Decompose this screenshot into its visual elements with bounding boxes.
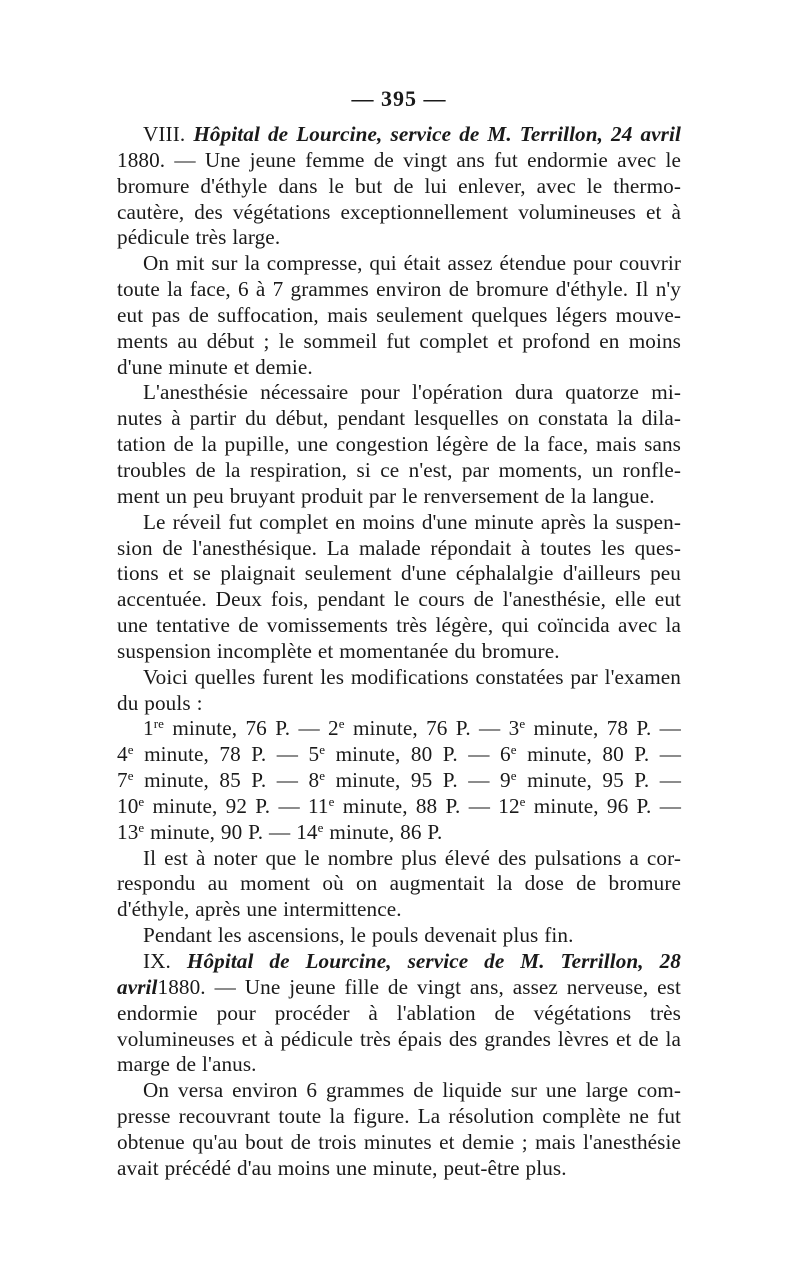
pulse-entry — [296, 820, 442, 844]
pulse-minute-suffix: e — [127, 742, 134, 758]
pulse-minute-number: 10 — [117, 793, 139, 818]
pulse-list — [117, 716, 681, 845]
pulse-value: minute, 80 P. — [325, 742, 458, 767]
paragraph-liquid: On versa environ 6 grammes de liquide sur une large com-presse recouvrant toute la figure. La résolution complète ne fut obtenue qu'au bout de trois minutes et demie ; mais l'anesthésie avait précédé d'au moins une minute, peut-être plus. — [117, 1078, 681, 1180]
pulse-minute-number: 2 — [328, 716, 339, 741]
case-text: — Une jeune fille de vingt ans, assez nerveuse, est endormie pour procéder à l'ablation de végétations très volumineuses et à pédicule très épais des grandes lèvres et de la marge de l'anus. — [117, 974, 681, 1077]
pulse-minute-suffix: e — [127, 768, 134, 784]
pulse-minute-number: 12 — [498, 793, 520, 818]
case-numeral: VIII. — [143, 122, 186, 146]
pulse-minute-number: 11 — [308, 793, 329, 818]
pulse-minute-number: 1 — [143, 716, 154, 741]
pulse-entry — [117, 742, 266, 766]
pulse-value: minute, 85 P. — [133, 768, 267, 793]
pulse-entry — [500, 768, 649, 792]
pulse-minute-suffix: e — [317, 819, 324, 835]
case-source: Hôpital de Lourcine, service de M. Terrillon, 24 avril — [193, 122, 681, 146]
paragraph-pulse-intro: Voici quelles furent les modifications constatées par l'examen du pouls : — [117, 664, 681, 715]
paragraph-case-viii — [117, 122, 681, 251]
pulse-value: minute, 92 P. — [144, 793, 271, 818]
pulse-minute-number: 13 — [117, 819, 139, 844]
pulse-value: minute, 95 P. — [516, 768, 650, 793]
paragraph-anesthesia: L'anesthésie nécessaire pour l'opération dura quatorze mi-nutes à partir du début, pendant lesquelles on constata la dila-tation de la pupille, une congestion légère de la face, mais sans troubles de la respiration, si ce n'est, par moments, un ronfle-ment un peu bruyant produit par le renversement de la langue. — [117, 380, 681, 508]
paragraph-ascensions: Pendant les ascensions, le pouls devenait plus fin. — [143, 923, 574, 948]
pulse-entry — [117, 820, 263, 844]
pulse-minute-number: 14 — [296, 819, 318, 844]
case-numeral: IX. — [143, 949, 171, 973]
pulse-entry — [328, 716, 471, 740]
pulse-minute-suffix: e — [519, 793, 526, 809]
pulse-entry — [308, 794, 460, 818]
pulse-separator: — — [460, 793, 499, 818]
pulse-entry — [117, 794, 270, 818]
paragraph-awakening: Le réveil fut complet en moins d'une minute après la suspen-sion de l'anesthésique. La malade répondait à toutes les ques-tions et se plaignait seulement d'une céphalalgie d'ailleurs peu accentuée. Deux fois, pendant le cours de l'anesthésie, elle eut une tentative de vomissements très légère, qui coïncida avec la suspension incomplète et momentanée du bromure. — [117, 509, 681, 663]
pulse-separator: — — [651, 716, 681, 741]
paragraph-note: Il est à noter que le nombre plus élevé des pulsations a cor-respondu au moment où on augmentait la dose de bromure d'éthyle, après une intermittence. — [117, 845, 681, 922]
pulse-separator: — — [457, 742, 500, 767]
book-page — [117, 82, 681, 1182]
pulse-value: minute, 86 P. — [323, 819, 443, 844]
pulse-entry — [143, 716, 290, 740]
page-number: — 395 — — [351, 86, 447, 111]
pulse-minute-suffix: e — [510, 742, 517, 758]
pulse-minute-number: 5 — [308, 742, 320, 767]
pulse-minute-suffix: e — [319, 742, 326, 758]
pulse-entry — [500, 742, 649, 766]
pulse-value: minute, 76 P. — [344, 716, 471, 741]
pulse-value: minute, 78 P. — [133, 742, 267, 767]
pulse-value: minute, 88 P. — [334, 793, 461, 818]
pulse-separator: — — [266, 742, 309, 767]
pulse-separator: — — [457, 768, 500, 793]
case-year: 1880. — [157, 974, 206, 999]
pulse-value: minute, 80 P. — [516, 742, 650, 767]
pulse-value: minute, 78 P. — [525, 716, 652, 741]
pulse-minute-number: 6 — [500, 742, 511, 767]
pulse-value: minute, 90 P. — [144, 819, 264, 844]
pulse-minute-suffix: e — [519, 716, 526, 732]
pulse-minute-suffix: e — [138, 819, 145, 835]
case-text: 1880. — Une jeune femme de vingt ans fut endormie avec le bromure d'éthyle dans le but de lui enlever, avec le thermo-cautère, des végétations exceptionnellement volumineuses et à pédicule très large. — [117, 147, 681, 250]
pulse-minute-suffix: e — [510, 768, 517, 784]
pulse-minute-number: 9 — [500, 768, 511, 793]
paragraph-case-ix — [117, 949, 681, 1078]
pulse-minute-suffix: e — [338, 716, 345, 732]
pulse-separator: — — [290, 716, 329, 741]
pulse-separator: — — [266, 768, 309, 793]
pulse-separator: — — [270, 793, 309, 818]
pulse-entry — [117, 768, 266, 792]
pulse-separator: — — [649, 742, 681, 767]
pulse-value: minute, 76 P. — [164, 716, 291, 741]
pulse-minute-number: 4 — [117, 742, 128, 767]
pulse-value: minute, 95 P. — [325, 768, 458, 793]
pulse-minute-number: 3 — [508, 716, 520, 741]
pulse-minute-suffix: e — [319, 768, 326, 784]
pulse-entry — [498, 794, 651, 818]
pulse-entry — [309, 768, 458, 792]
pulse-minute-suffix: re — [153, 716, 165, 732]
pulse-minute-number: 7 — [117, 768, 128, 793]
pulse-entry — [509, 716, 652, 740]
pulse-minute-suffix: e — [328, 793, 335, 809]
pulse-value: minute, 96 P. — [525, 793, 652, 818]
pulse-separator: — — [263, 819, 297, 844]
pulse-entry — [309, 742, 458, 766]
pulse-separator: — — [649, 768, 681, 793]
case-source: Hôpital de Lourcine, service de M. Terrillon, 28 avril — [117, 949, 681, 999]
paragraph-compress: On mit sur la compresse, qui était assez étendue pour couvrir toute la face, 6 à 7 grammes environ de bromure d'éthyle. Il n'y eut pas de suffocation, mais seulement quelques légers mouve-ments au début ; le sommeil fut complet et profond en moins d'une minute et demie. — [117, 251, 681, 379]
pulse-separator: — — [470, 716, 509, 741]
pulse-minute-suffix: e — [138, 793, 145, 809]
pulse-minute-number: 8 — [308, 768, 320, 793]
pulse-separator: — — [651, 793, 681, 818]
